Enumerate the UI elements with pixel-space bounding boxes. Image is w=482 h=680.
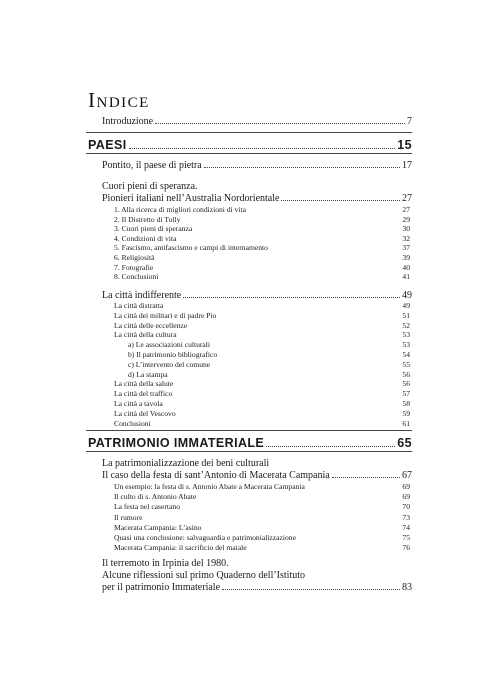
toc-subentry-label: La città distratta — [114, 301, 164, 310]
toc-subentry[interactable] — [128, 360, 410, 369]
toc-subentry-label: Conclusioni — [114, 418, 151, 428]
toc-subentry-label: La città della cultura — [114, 330, 177, 340]
toc-subentry[interactable] — [114, 523, 410, 532]
toc-subentry-page: 29 — [402, 214, 410, 224]
leader-dots — [204, 161, 400, 168]
toc-entry-label: per il patrimonio Immateriale — [102, 582, 221, 593]
toc-subentry[interactable] — [114, 379, 410, 388]
toc-subentry-page: 54 — [402, 350, 410, 359]
toc-subentry[interactable] — [114, 492, 410, 501]
leader-dots — [155, 117, 405, 124]
toc-subentry-label: La città a tavola — [114, 399, 163, 408]
toc-subentry-label: La festa nel casertano — [114, 502, 180, 512]
leader-dots — [332, 471, 400, 478]
toc-subentry-page: 39 — [402, 253, 410, 262]
toc-subentry-label: Quasi una conclusione: salvaguardia e patrimonializzazione — [114, 533, 296, 542]
toc-subentry-page: 27 — [402, 205, 410, 214]
toc-entry-terremoto[interactable] — [102, 582, 412, 593]
toc-entry-page: 49 — [402, 290, 412, 301]
leader-dots — [183, 291, 400, 298]
toc-subentry[interactable] — [114, 502, 410, 511]
toc-subentry-label: d) La stampa — [128, 369, 168, 379]
toc-section-label: PATRIMONIO IMMATERIALE — [88, 436, 265, 450]
section-divider — [86, 153, 412, 154]
toc-section-label: PAESI — [88, 138, 127, 152]
leader-dots — [266, 439, 395, 448]
toc-subentry-label: 5. Fascismo, antifascismo e campi di internamento — [114, 243, 268, 253]
toc-subentry[interactable] — [114, 409, 410, 418]
toc-entry-label: Pontito, il paese di pietra — [102, 160, 202, 171]
toc-entry-page: 67 — [402, 470, 412, 481]
toc-subentry-page: 56 — [402, 369, 410, 379]
toc-subentry-page: 61 — [402, 418, 410, 428]
toc-subentry-page: 53 — [402, 340, 410, 350]
toc-subentry-page: 40 — [402, 262, 410, 272]
toc-entry-introduzione[interactable] — [102, 116, 412, 127]
section-divider — [86, 451, 412, 452]
toc-subentry[interactable] — [114, 215, 410, 224]
leader-dots — [129, 141, 396, 150]
toc-subentry[interactable] — [114, 311, 410, 320]
toc-subentry-label: 8. Conclusioni — [114, 272, 159, 282]
toc-subentry[interactable] — [114, 482, 410, 491]
section-divider — [86, 132, 412, 133]
toc-subentry-page: 58 — [402, 399, 410, 408]
page-title: Indice — [88, 88, 150, 112]
toc-subentry-label: Un esempio: la festa di s. Antonio Abate a Macerata Campania — [114, 482, 305, 491]
toc-subentry-page: 56 — [402, 379, 410, 389]
toc-entry-festa[interactable] — [102, 470, 412, 481]
toc-subentry[interactable] — [114, 301, 410, 310]
toc-entry-patrimonializzazione: La patrimonializzazione dei beni culturali — [102, 458, 270, 469]
toc-entry-citta[interactable] — [102, 290, 412, 301]
toc-subentry-page: 74 — [402, 522, 410, 532]
toc-subentry-label: a) Le associazioni culturali — [128, 340, 211, 350]
toc-subentry[interactable] — [114, 389, 410, 398]
toc-subentry-page: 53 — [402, 330, 410, 340]
toc-subentry-label: 2. Il Distretto di Tully — [114, 214, 181, 224]
toc-subentry-page: 52 — [402, 320, 410, 330]
section-divider — [86, 430, 412, 431]
toc-subentry-page: 76 — [402, 543, 410, 553]
toc-subentry-label: c) L’intervento del comune — [128, 359, 211, 369]
toc-subentry-page: 41 — [402, 272, 410, 282]
toc-subentry[interactable] — [114, 330, 410, 339]
toc-section-page: 65 — [397, 436, 412, 450]
toc-subentry-label: La città del traffico — [114, 389, 173, 399]
toc-subentry[interactable] — [114, 419, 410, 428]
toc-entry-label: Il caso della festa di sant’Antonio di Macerata Campania — [102, 470, 330, 481]
toc-entry-pontito[interactable] — [102, 160, 412, 171]
toc-section-page: 15 — [397, 138, 412, 152]
toc-subentry[interactable] — [114, 224, 410, 233]
toc-subentry[interactable] — [128, 340, 410, 349]
toc-entry-page: 7 — [407, 116, 412, 127]
toc-entry-page: 17 — [402, 160, 412, 171]
toc-entry-cuori-line1: Cuori pieni di speranza. — [102, 181, 198, 192]
toc-subentry-page: 30 — [402, 224, 410, 234]
toc-subentry-page: 70 — [402, 502, 410, 512]
toc-subentry-label: 1. Alla ricerca di migliori condizioni di vita — [114, 205, 247, 214]
toc-entry-terremoto-line2: Alcune riflessioni sul primo Quaderno dell’Istituto — [102, 570, 306, 581]
toc-subentry-label: La città del Vescovo — [114, 408, 176, 418]
toc-subentry-page: 32 — [402, 233, 410, 243]
toc-subentry-label: 6. Religiosità — [114, 253, 155, 262]
toc-subentry-page: 75 — [402, 533, 410, 542]
toc-subentry-label: Il culto di s. Antonio Abate — [114, 492, 197, 502]
toc-entry-terremoto-line1: Il terremoto in Irpinia del 1980. — [102, 558, 229, 569]
toc-subentry-page: 51 — [402, 310, 410, 320]
toc-subentry-page: 73 — [402, 512, 410, 522]
toc-subentry-page: 55 — [402, 359, 410, 369]
toc-entry-page: 83 — [402, 582, 412, 593]
toc-subentry-label: La città dei militari e di padre Pio — [114, 310, 217, 320]
toc-subentry-page: 69 — [402, 482, 410, 491]
toc-section-paesi[interactable] — [88, 138, 412, 152]
toc-subentry-page: 59 — [402, 408, 410, 418]
toc-subentry[interactable] — [114, 253, 410, 262]
toc-subentry-label: La città della salute — [114, 379, 174, 389]
leader-dots — [281, 194, 400, 201]
toc-subentry[interactable] — [114, 243, 410, 252]
toc-subentry[interactable] — [114, 543, 410, 552]
toc-subentry[interactable] — [114, 234, 410, 243]
toc-entry-cuori[interactable] — [102, 193, 412, 204]
toc-subentry-label: b) Il patrimonio bibliografico — [128, 350, 218, 359]
toc-entry-label: La città indifferente — [102, 290, 182, 301]
toc-subentry-page: 69 — [402, 492, 410, 502]
toc-subentry-label: Il rumore — [114, 512, 143, 522]
toc-subentry-label: 7. Fotografie — [114, 262, 154, 272]
toc-subentry-label: 4. Condizioni di vita — [114, 233, 177, 243]
toc-entry-page: 27 — [402, 193, 412, 204]
toc-entry-label: Introduzione — [102, 116, 154, 127]
toc-subentry[interactable] — [114, 205, 410, 214]
toc-entry-label: Pionieri italiani nell’Australia Nordorientale — [102, 193, 280, 204]
toc-subentry[interactable] — [114, 272, 410, 281]
toc-subentry-label: Macerata Campania: il sacrificio del maiale — [114, 543, 247, 553]
toc-subentry[interactable] — [114, 321, 410, 330]
toc-subentry-label: La città delle eccellenze — [114, 320, 188, 330]
toc-subentry[interactable] — [114, 263, 410, 272]
toc-subentry[interactable] — [114, 513, 410, 522]
toc-subentry-page: 37 — [402, 243, 410, 253]
toc-subentry-page: 57 — [402, 389, 410, 399]
toc-subentry-label: 3. Cuori pieni di speranza — [114, 224, 193, 234]
toc-subentry[interactable] — [114, 399, 410, 408]
toc-subentry-page: 49 — [402, 301, 410, 310]
leader-dots — [222, 583, 400, 590]
toc-subentry[interactable] — [114, 533, 410, 542]
toc-subentry-label: Macerata Campania: L’asino — [114, 522, 202, 532]
toc-subentry[interactable] — [128, 370, 410, 379]
toc-section-patrimonio[interactable] — [88, 436, 412, 450]
toc-subentry[interactable] — [128, 350, 410, 359]
